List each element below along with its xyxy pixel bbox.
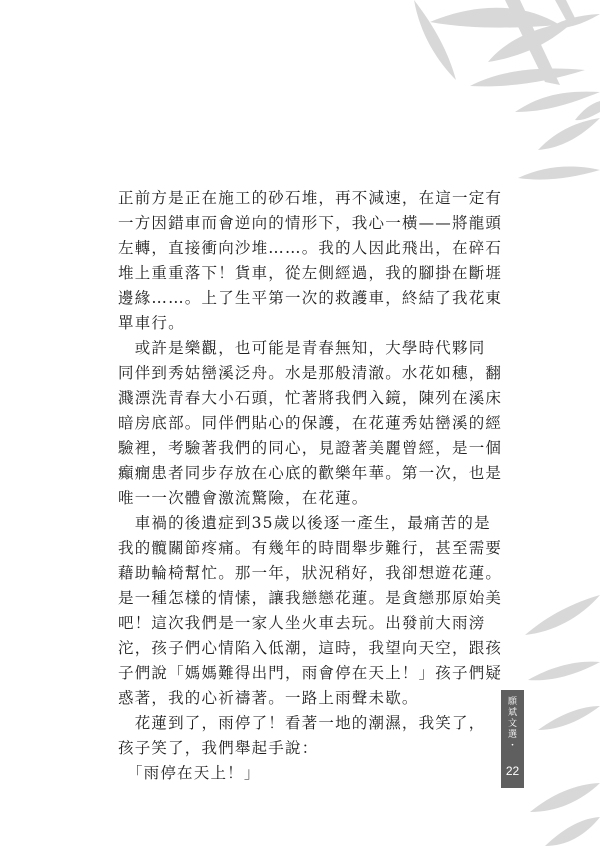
- text-line: 單車行。: [118, 314, 185, 332]
- section-tab-label: 願 斌 文 選 ・: [507, 697, 517, 751]
- text-line: 堆上重重落下！貨車，從左側經過，我的腳掛在斷堐: [118, 264, 503, 282]
- text-line: 唯一一次體會激流驚險，在花蓮。: [118, 489, 369, 507]
- text-line: 正前方是正在施工的砂石堆，再不減速，在這一定有: [118, 189, 503, 207]
- text-line: 惑著，我的心祈禱著。一路上雨聲未歇。: [118, 689, 419, 707]
- text-line: 花蓮到了，雨停了！看著一地的潮濕，我笑了，: [118, 714, 486, 732]
- text-line: 或許是樂觀，也可能是青春無知，大學時代夥同: [118, 339, 486, 357]
- text-line: 藉助輪椅幫忙。那一年，狀況稍好，我卻想遊花蓮。: [118, 564, 503, 582]
- text-line: 左轉，直接衝向沙堆……。我的人因此飛出，在碎石: [118, 239, 503, 257]
- text-line: 孩子笑了，我們舉起手說：: [118, 739, 319, 757]
- text-line: 濺漂洗青春大小石頭，忙著將我們入鏡，陳列在溪床: [118, 389, 503, 407]
- text-line: 沱，孩子們心情陷入低潮，這時，我望向天空，跟孩: [118, 639, 503, 657]
- text-line: 驗裡，考驗著我們的同心，見證著美麗曾經，是一個: [118, 439, 503, 457]
- text-line: 是一種怎樣的情愫，讓我戀戀花蓮。是貪戀那原始美: [118, 589, 503, 607]
- text-line: 邊緣……。上了生平第一次的救護車，終結了我花東: [118, 289, 503, 307]
- text-line: 癲癇患者同步存放在心底的歡樂年華。第一次，也是: [118, 464, 503, 482]
- text-line: 同伴到秀姑巒溪泛舟。水是那般清澈。水花如穗，翻: [118, 364, 503, 382]
- text-line: 一方因錯車而會逆向的情形下，我心一橫——將龍頭: [118, 214, 503, 232]
- text-line: 暗房底部。同伴們貼心的保護，在花蓮秀姑巒溪的經: [118, 414, 503, 432]
- article-body: [118, 186, 503, 786]
- text-line: 我的髖關節疼痛。有幾年的時間舉步難行，甚至需要: [118, 539, 503, 557]
- page-number: 22: [505, 764, 520, 778]
- text-line: 吧！這次我們是一家人坐火車去玩。出發前大雨滂: [118, 614, 486, 632]
- text-line: 車禍的後遺症到35歲以後逐一產生，最痛苦的是: [118, 514, 491, 532]
- text-line: 子們說「媽媽難得出門，雨會停在天上！」孩子們疑: [118, 664, 503, 682]
- text-line: 「雨停在天上！」: [118, 764, 261, 782]
